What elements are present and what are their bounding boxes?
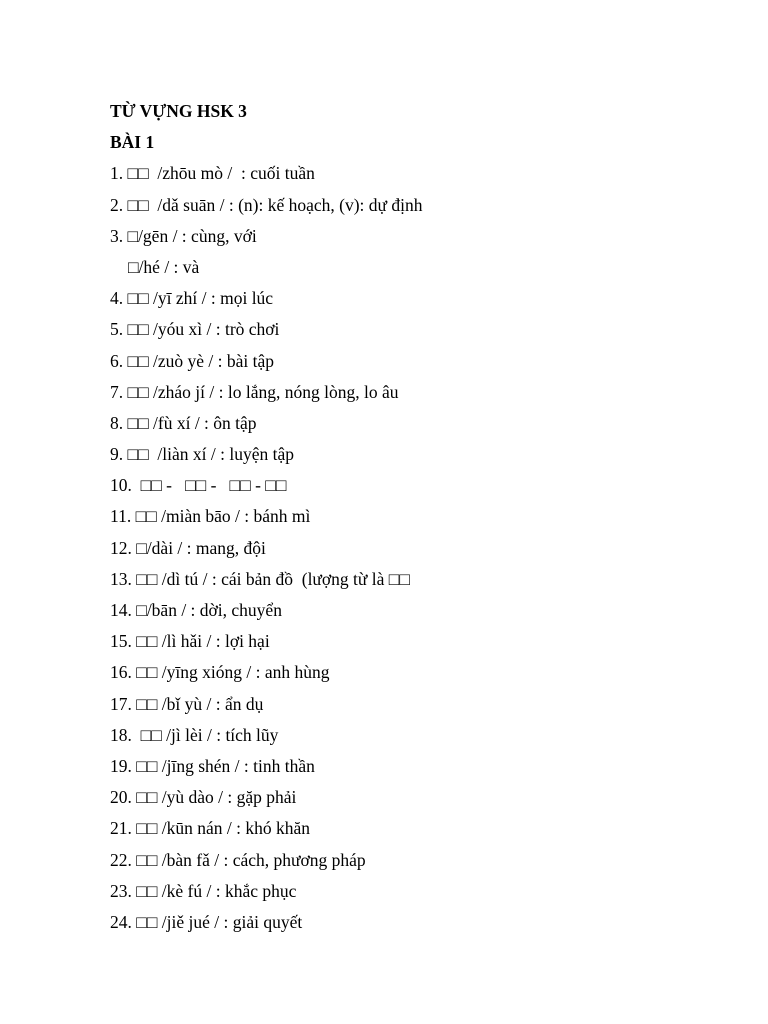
- vocab-item-6: 6. □□ /zuò yè / : bài tập: [110, 350, 275, 371]
- document-title: TỪ VỰNG HSK 3: [110, 101, 247, 121]
- document-body: [110, 96, 710, 938]
- vocab-item-22: 22. □□ /bàn fǎ / : cách, phương pháp: [110, 849, 366, 870]
- vocab-item-16: 16. □□ /yīng xióng / : anh hùng: [110, 662, 330, 683]
- vocab-item-17: 17. □□ /bǐ yù / : ẩn dụ: [110, 693, 264, 714]
- vocab-item-14: 14. □/bān / : dời, chuyển: [110, 600, 282, 620]
- vocab-item-19: 19. □□ /jīng shén / : tinh thần: [110, 755, 315, 776]
- vocab-item-21: 21. □□ /kūn nán / : khó khăn: [110, 818, 311, 839]
- vocab-item-3-continued: □/hé / : và: [128, 256, 200, 277]
- vocab-item-3: 3. □/gēn / : cùng, với: [110, 225, 257, 246]
- vocab-item-8: 8. □□ /fù xí / : ôn tập: [110, 412, 257, 433]
- vocab-item-1: 1. □□ /zhōu mò / : cuối tuần: [110, 163, 315, 184]
- vocab-item-23: 23. □□ /kè fú / : khắc phục: [110, 880, 297, 901]
- vocab-item-20: 20. □□ /yù dào / : gặp phải: [110, 787, 297, 808]
- vocab-item-18: 18. □□ /jì lèi / : tích lũy: [110, 724, 279, 745]
- vocab-item-2: 2. □□ /dǎ suān / : (n): kế hoạch, (v): dự định: [110, 194, 423, 215]
- vocab-item-11: 11. □□ /miàn bāo / : bánh mì: [110, 506, 311, 527]
- vocab-item-7: 7. □□ /zháo jí / : lo lắng, nóng lòng, lo âu: [110, 381, 399, 402]
- vocab-item-10: 10. □□ - □□ - □□ - □□: [110, 475, 287, 496]
- vocab-item-9: 9. □□ /liàn xí / : luyện tập: [110, 444, 294, 465]
- vocab-item-15: 15. □□ /lì hǎi / : lợi hại: [110, 631, 270, 652]
- vocab-item-24: 24. □□ /jiě jué / : giải quyết: [110, 911, 303, 932]
- vocab-item-13: 13. □□ /dì tú / : cái bản đồ (lượng từ là □□: [110, 568, 410, 589]
- vocab-item-12: 12. □/dài / : mang, đội: [110, 537, 266, 558]
- vocab-item-4: 4. □□ /yī zhí / : mọi lúc: [110, 288, 274, 309]
- lesson-heading: BÀI 1: [110, 132, 155, 153]
- vocab-item-5: 5. □□ /yóu xì / : trò chơi: [110, 319, 280, 340]
